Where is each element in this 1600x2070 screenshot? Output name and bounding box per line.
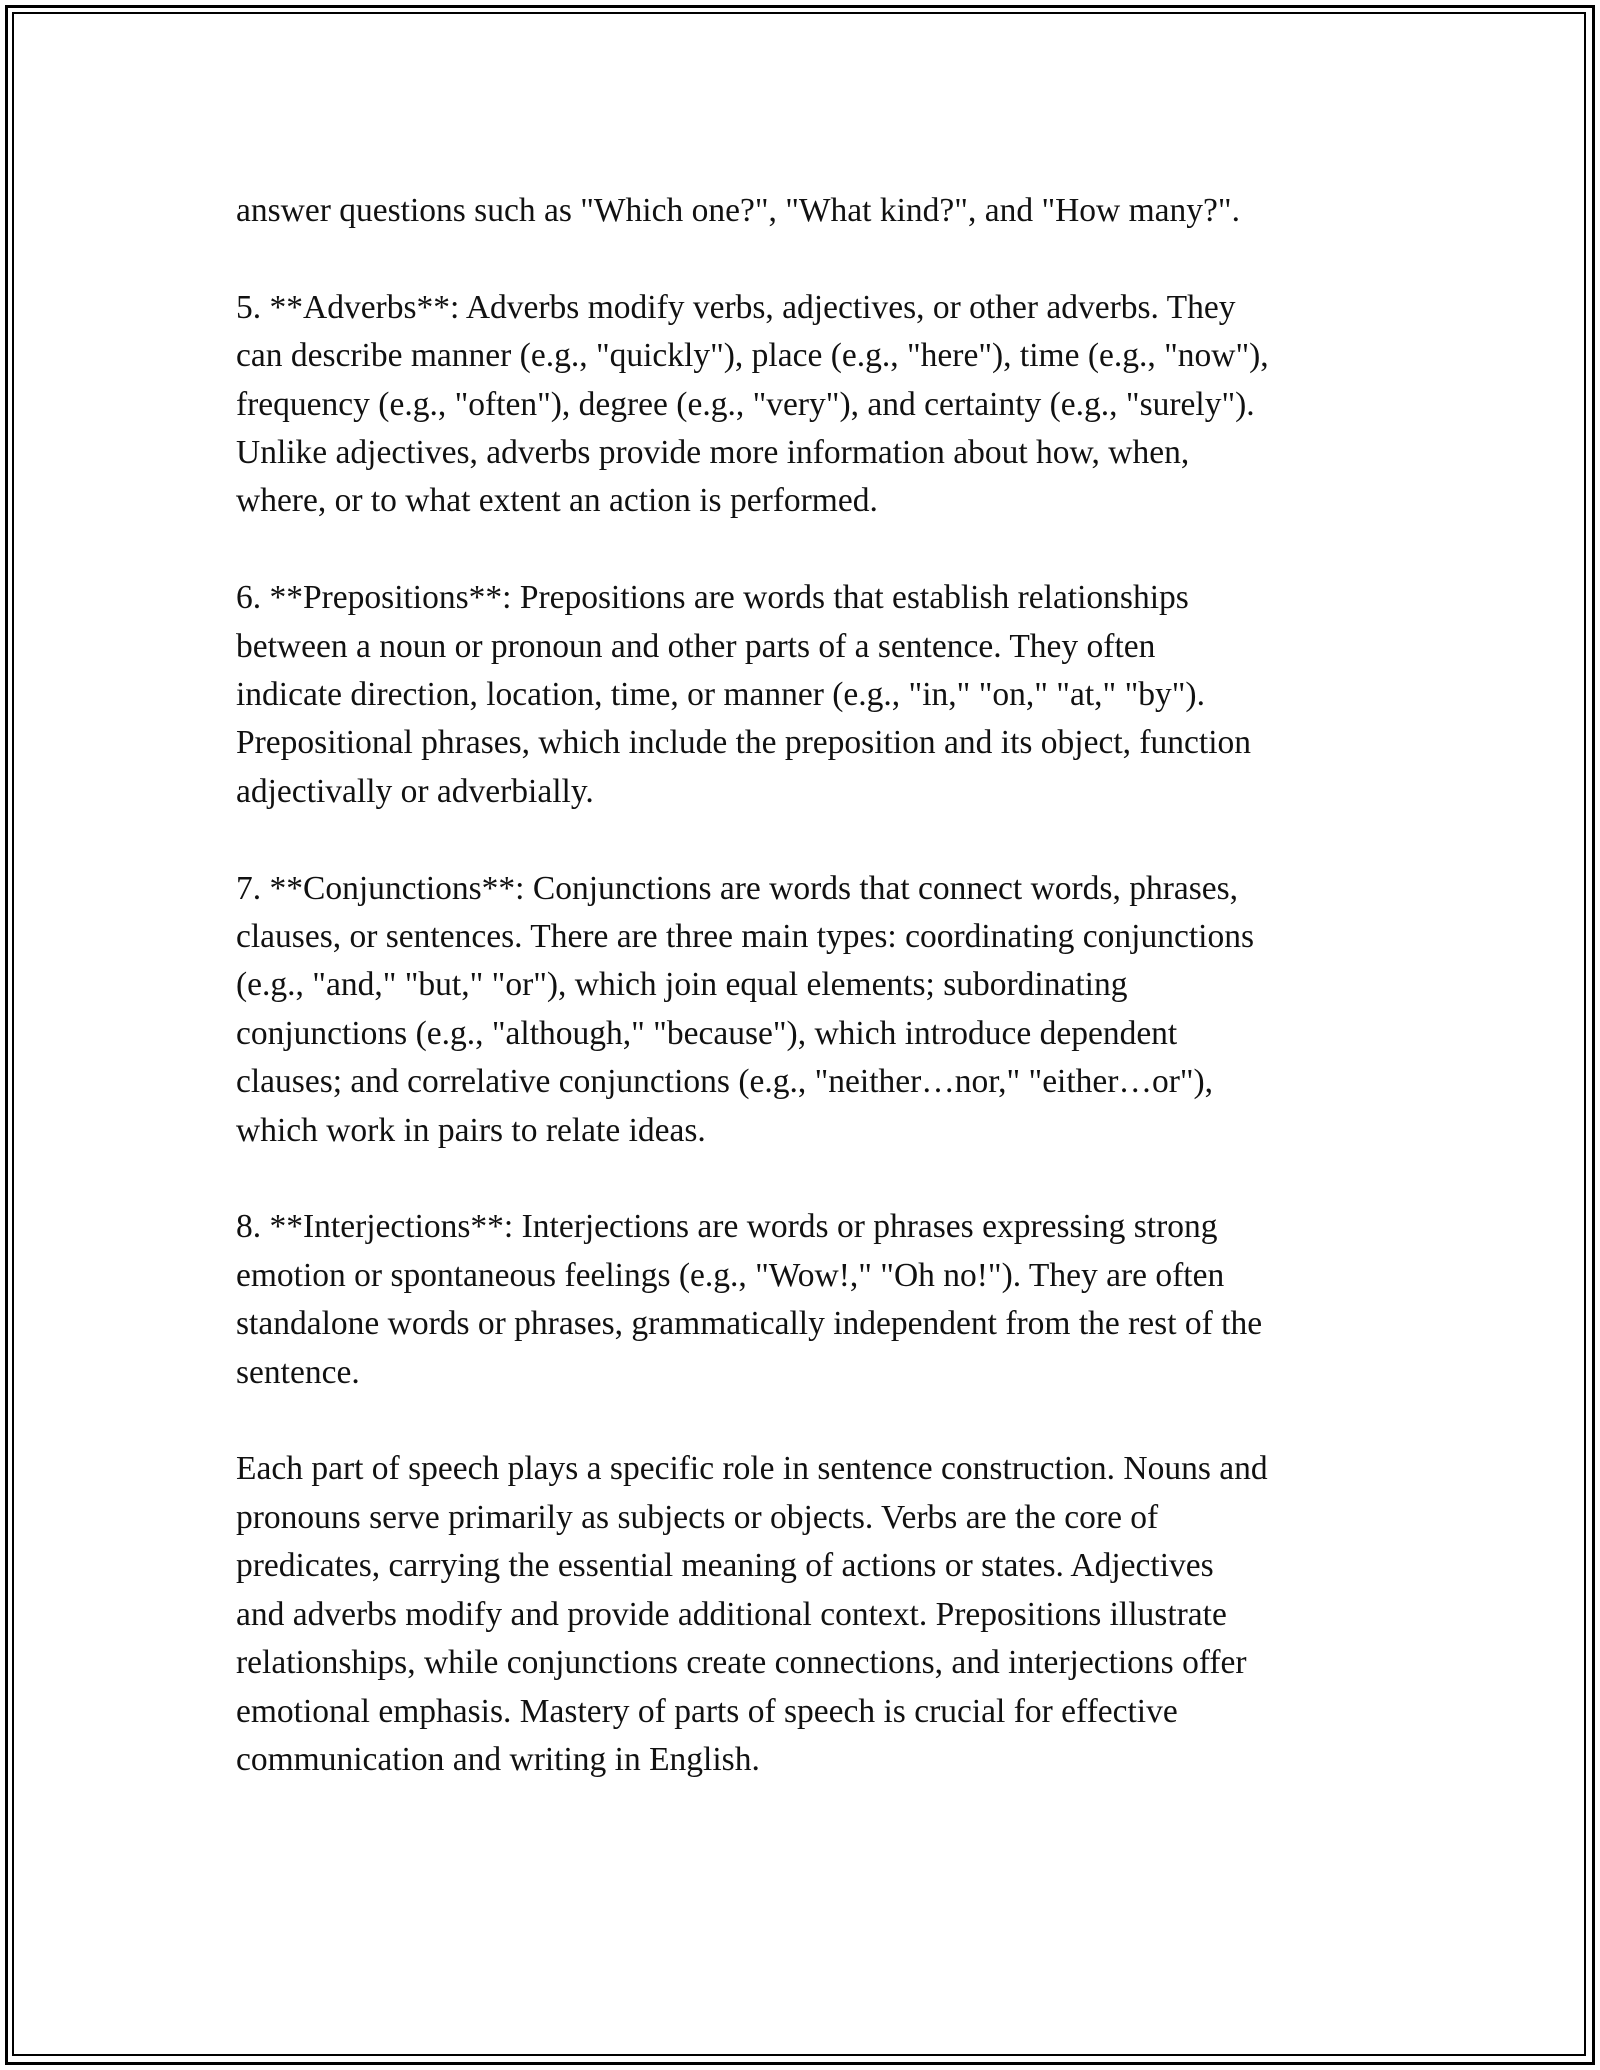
text-line: can describe manner (e.g., "quickly"), place (e.g., "here"), time (e.g., "now"), xyxy=(236,337,1269,375)
text-line: 6. **Prepositions**: Prepositions are words that establish relationships xyxy=(236,579,1189,617)
text-line: standalone words or phrases, grammatically independent from the rest of the xyxy=(236,1305,1263,1343)
text-line: sentence. xyxy=(236,1353,360,1391)
paragraph-interjections xyxy=(236,1203,1376,1397)
paragraph-adverbs xyxy=(236,284,1376,526)
text-line: clauses, or sentences. There are three main types: coordinating conjunctions xyxy=(236,918,1254,956)
text-line: 5. **Adverbs**: Adverbs modify verbs, adjectives, or other adverbs. They xyxy=(236,288,1236,326)
document-body xyxy=(236,187,1376,1833)
text-line: conjunctions (e.g., "although," "because"), which introduce dependent xyxy=(236,1014,1178,1052)
text-line: which work in pairs to relate ideas. xyxy=(236,1111,706,1149)
text-line: where, or to what extent an action is performed. xyxy=(236,482,878,520)
text-line: relationships, while conjunctions create connections, and interjections offer xyxy=(236,1644,1247,1682)
text-line: answer questions such as "Which one?", "What kind?", and "How many?". xyxy=(236,192,1240,229)
text-line: (e.g., "and," "but," "or"), which join equal elements; subordinating xyxy=(236,966,1128,1004)
text-line: communication and writing in English. xyxy=(236,1740,760,1778)
text-line: Unlike adjectives, adverbs provide more information about how, when, xyxy=(236,434,1190,472)
text-line: emotion or spontaneous feelings (e.g., "Wow!," "Oh no!"). They are often xyxy=(236,1256,1225,1294)
text-line: frequency (e.g., "often"), degree (e.g., "very"), and certainty (e.g., "surely"). xyxy=(236,385,1255,423)
text-line: 7. **Conjunctions**: Conjunctions are words that connect words, phrases, xyxy=(236,869,1239,907)
text-line: clauses; and correlative conjunctions (e.g., "neither…nor," "either…or"), xyxy=(236,1063,1214,1101)
paragraph-summary xyxy=(236,1445,1376,1784)
text-line: adjectivally or adverbially. xyxy=(236,772,594,810)
text-line: pronouns serve primarily as subjects or objects. Verbs are the core of xyxy=(236,1498,1159,1536)
paragraph-conjunctions xyxy=(236,865,1376,1155)
text-line: indicate direction, location, time, or manner (e.g., "in," "on," "at," "by"). xyxy=(236,676,1205,714)
text-line: Prepositional phrases, which include the preposition and its object, function xyxy=(236,724,1252,762)
text-line: and adverbs modify and provide additional context. Prepositions illustrate xyxy=(236,1595,1227,1633)
text-line: emotional emphasis. Mastery of parts of speech is crucial for effective xyxy=(236,1692,1178,1730)
text-line: between a noun or pronoun and other parts of a sentence. They often xyxy=(236,627,1156,665)
text-line: predicates, carrying the essential meaning of actions or states. Adjectives xyxy=(236,1547,1214,1585)
text-line: 8. **Interjections**: Interjections are words or phrases expressing strong xyxy=(236,1208,1218,1246)
text-line: Each part of speech plays a specific role in sentence construction. Nouns and xyxy=(236,1450,1268,1488)
paragraph-prepositions xyxy=(236,574,1376,816)
paragraph-adjectives-continuation xyxy=(236,187,1376,235)
